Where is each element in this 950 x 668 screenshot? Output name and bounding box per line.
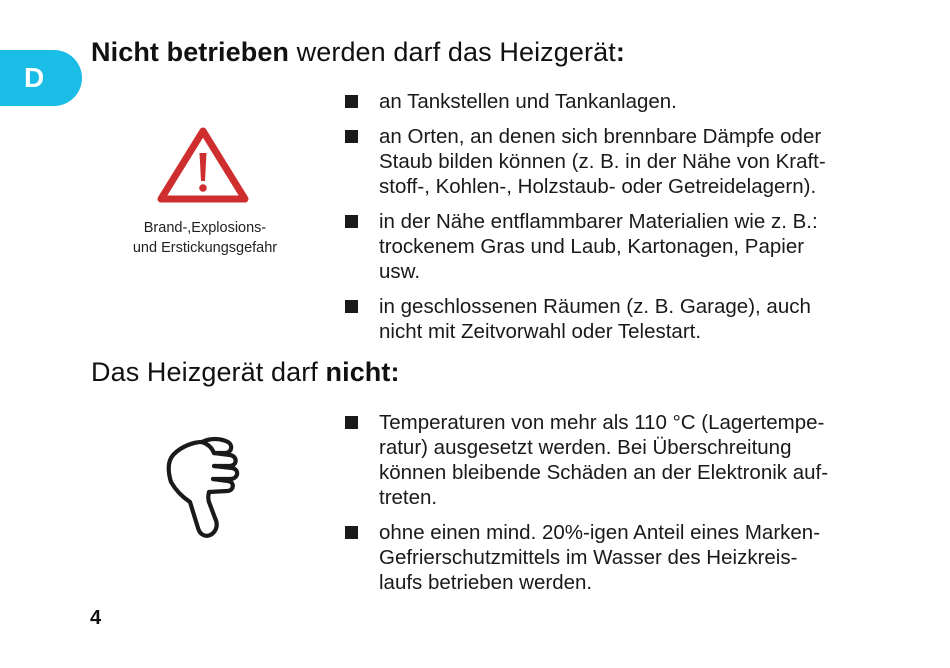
list-item <box>345 124 865 199</box>
list-item-line: ohne einen mind. 20%-igen Anteil eines Marken- <box>379 521 821 544</box>
section-heading-not-operated <box>91 37 625 68</box>
language-tab-label: D <box>24 62 45 93</box>
warning-caption-line: Brand-,Explosions- <box>143 220 267 236</box>
list-item-line: stoff-, Kohlen-, Holzstaub- oder Getreidelagern). <box>379 175 817 198</box>
language-tab <box>0 50 82 106</box>
thumbs-down-icon <box>158 432 250 544</box>
list-item-line: an Tankstellen und Tankanlagen. <box>379 90 677 113</box>
list-item <box>345 209 865 284</box>
list-item-line: Temperaturen von mehr als 110 °C (Lagertempe- <box>379 411 825 434</box>
list-item <box>345 520 865 595</box>
not-operated-list <box>345 89 865 354</box>
list-item-line: in geschlossenen Räumen (z. B. Garage), auch <box>379 295 811 318</box>
heading-bold-part: nicht: <box>325 357 400 387</box>
heading-bold-part: Nicht betrieben <box>91 37 290 67</box>
heading-colon: : <box>615 37 625 67</box>
section-heading-must-not <box>91 357 400 388</box>
warning-caption <box>105 218 305 258</box>
list-item-line: nicht mit Zeitvorwahl oder Telestart. <box>379 320 702 343</box>
must-not-list <box>345 410 865 605</box>
list-item-line: Gefrierschutzmittels im Wasser des Heizkreis- <box>379 546 798 569</box>
list-item <box>345 89 865 114</box>
list-item-line: trockenem Gras und Laub, Kartonagen, Papier <box>379 235 805 258</box>
list-item-line: ratur) ausgesetzt werden. Bei Überschreitung <box>379 436 792 459</box>
heading-normal-part: Das Heizgerät darf <box>91 357 326 387</box>
list-item-line: laufs betrieben werden. <box>379 571 593 594</box>
warning-triangle-icon <box>155 125 251 205</box>
list-item-line: treten. <box>379 486 438 509</box>
list-item-line: Staub bilden können (z. B. in der Nähe von Kraft- <box>379 150 826 173</box>
list-item-line: können bleibende Schäden an der Elektronik auf- <box>379 461 829 484</box>
heading-normal-part: werden darf das Heizgerät <box>289 37 616 67</box>
list-item <box>345 294 865 344</box>
page-number: 4 <box>90 607 102 629</box>
list-item-line: an Orten, an denen sich brennbare Dämpfe oder <box>379 125 822 148</box>
warning-caption-line: und Erstickungsgefahr <box>132 240 278 256</box>
list-item-line: usw. <box>379 260 421 283</box>
list-item <box>345 410 865 510</box>
list-item-line: in der Nähe entflammbarer Materialien wie z. B.: <box>379 210 818 233</box>
